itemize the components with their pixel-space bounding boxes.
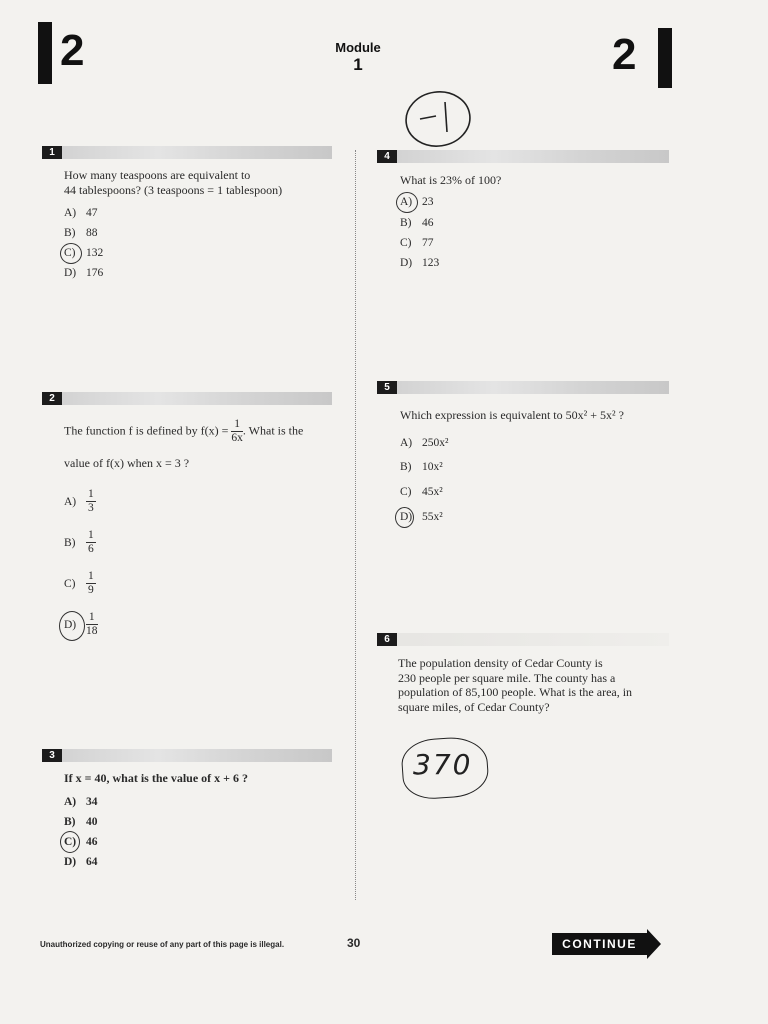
question-3-answer-circle [60, 831, 80, 853]
question-6-stem: The population density of Cedar County is 230 people per square mile. The county has a population of 85,100 people. What is the area, in square miles, of Cedar County? [398, 656, 633, 714]
section-marker-right-bar [658, 28, 672, 88]
question-2-number: 2 [42, 392, 62, 405]
section-marker-left-bar [38, 22, 52, 84]
question-1-option-c[interactable]: C) 132 [64, 247, 104, 259]
question-1-option-b[interactable]: B) 88 [64, 227, 98, 239]
question-2-option-a[interactable]: A) $\frac{1}{3}$ [64, 488, 94, 514]
question-4-option-b[interactable]: B) 46 [400, 217, 434, 229]
section-number-left: 2 [60, 26, 85, 75]
question-5-option-a[interactable]: A) 250x² [400, 437, 449, 449]
question-5-header [377, 381, 669, 394]
module-label [318, 40, 398, 75]
question-1-option-d[interactable]: D) 176 [64, 267, 104, 279]
question-5-number: 5 [377, 381, 397, 394]
module-title: Module [335, 40, 381, 55]
question-3-option-c[interactable]: C) 46 [64, 836, 98, 848]
question-4-option-a[interactable]: A) 23 [400, 196, 434, 208]
question-3-number: 3 [42, 749, 62, 762]
question-2-option-c[interactable]: C) $\frac{1}{9}$ [64, 570, 94, 596]
question-5-option-b[interactable]: B) 10x² [400, 461, 443, 473]
question-1-stem-line2: 44 tablespoons? (3 teaspoons = 1 tablespoon) [64, 183, 283, 197]
question-1-option-a[interactable]: A) 47 [64, 207, 98, 219]
question-4-answer-circle [396, 192, 418, 213]
question-3-stem: If x = 40, what is the value of x + 6 ? [64, 771, 249, 785]
copyright-notice: Unauthorized copying or reuse of any part of this page is illegal. [40, 940, 285, 949]
question-4-option-d[interactable]: D) 123 [400, 257, 440, 269]
question-5-answer-circle [395, 507, 414, 528]
question-1-answer-circle [60, 243, 82, 264]
question-5-option-c[interactable]: C) 45x² [400, 486, 443, 498]
question-4-number: 4 [377, 150, 397, 163]
question-5-stem: Which expression is equivalent to 50x² + 5x² ? [400, 408, 624, 422]
question-2-answer-circle [59, 611, 85, 641]
question-2-option-b[interactable]: B) $\frac{1}{6}$ [64, 529, 94, 555]
question-4-option-c[interactable]: C) 77 [400, 237, 434, 249]
question-3-header [42, 749, 332, 762]
question-1-stem-line1: How many teaspoons are equivalent to [64, 168, 251, 182]
question-3-option-d[interactable]: D) 64 [64, 856, 98, 868]
handwritten-score-text: -1 [400, 88, 401, 89]
column-divider [355, 150, 356, 900]
question-4-header [377, 150, 669, 163]
question-5-option-d[interactable]: D) 55x² [400, 511, 443, 523]
question-3-option-b[interactable]: B) 40 [64, 816, 98, 828]
continue-arrow-icon [647, 929, 661, 959]
question-2-stem: The function f is defined by f(x) = $\frac{1}{6x}$ . What is the [64, 418, 304, 444]
question-3-option-a[interactable]: A) 34 [64, 796, 98, 808]
continue-button[interactable]: CONTINUE [552, 933, 647, 955]
question-4-stem: What is 23% of 100? [400, 173, 502, 187]
handwritten-score-mark [400, 88, 475, 150]
question-1-header [42, 146, 332, 159]
question-2-header [42, 392, 332, 405]
module-number: 1 [353, 55, 363, 74]
question-6-number: 6 [377, 633, 397, 646]
question-2-stem-fraction: $\frac{1}{6x}$ [231, 418, 243, 444]
question-6-handwritten-answer: 370 [413, 748, 473, 781]
question-2-option-d[interactable]: D) $\frac{1}{18}$ [64, 611, 98, 637]
question-1-stem [64, 168, 344, 198]
question-1-number: 1 [42, 146, 62, 159]
page-number: 30 [347, 936, 361, 950]
question-6-header [377, 633, 669, 646]
section-number-right: 2 [612, 30, 637, 79]
question-2-stem-line2: value of f(x) when x = 3 ? [64, 456, 190, 470]
